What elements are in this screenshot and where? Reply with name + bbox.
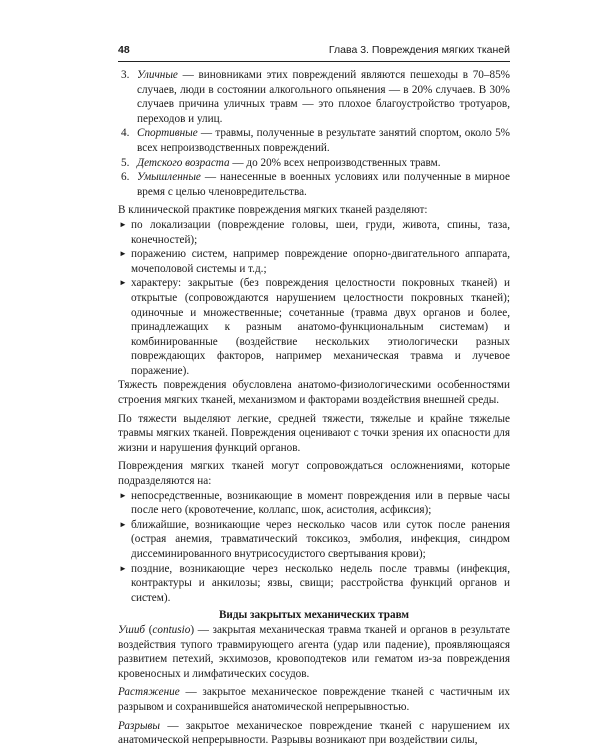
item-text: — травмы, полученные в результате занятий спортом, около 5% всех непроизводственных повреждений.: [137, 127, 510, 154]
bullet-icon: ►: [119, 490, 127, 500]
numbered-item: [118, 126, 510, 155]
bullet-item: [118, 276, 510, 378]
numbered-item: [118, 170, 510, 199]
definition-paragraph: [118, 685, 510, 714]
bullet-item: [118, 218, 510, 247]
paragraph-severity: Тяжесть повреждения обусловлена анатомо-физиологическими особенностями строения мягких тканей, механизмом и факторами воздействия внешней среды.: [118, 379, 510, 407]
definition-text: — закрытое механическое повреждение тканей с нарушением их анатомической непрерывности. Разрывы возникают при воздействии силы,: [118, 719, 510, 747]
definition-latin: contusio: [152, 623, 191, 636]
definition-term: Разрывы: [118, 719, 160, 732]
item-text: — нанесенные в военных условиях или полученные в мирное время с целью членовредительства.: [137, 171, 510, 198]
definition-text: — закрытое механическое повреждение тканей с частичным их разрывом и сохранившейся анатомической непрерывностью.: [118, 686, 510, 713]
definition-term: Ушиб: [118, 623, 146, 636]
item-number: 4.: [121, 127, 130, 140]
bullet-item: [118, 489, 510, 518]
item-text: — до 20% всех непроизводственных травм.: [229, 156, 441, 169]
bullet-text: ближайшие, возникающие через несколько часов или суток после ранения (острая анемия, травматический токсикоз, эмболия, инфекция, синдром диссеминированного внутрисосудистого свертывания крови);: [131, 518, 510, 560]
numbered-item: [118, 156, 510, 171]
bullet-icon: ►: [119, 249, 127, 259]
chapter-title: Глава 3. Повреждения мягких тканей: [328, 44, 510, 56]
bullet-item: [118, 562, 510, 606]
definition-paragraph: Ушиб (contusio) — закрытая механическая травма тканей и органов в результате воздействия тупого травмирующего агента (удар или падение), проявляющаяся развитием петехий, экхимозов, кровоподтеков или гематом из-за повреждения кровеносных и лимфатических сосудов.: [118, 623, 510, 680]
bullet-icon: ►: [119, 519, 127, 529]
item-number: 6.: [121, 171, 130, 184]
section-title: Виды закрытых механических травм: [218, 609, 410, 622]
bullet-item: [118, 518, 510, 562]
item-term: Уличные: [137, 69, 178, 81]
bullet-text: по локализации (повреждение головы, шеи, груди, живота, спины, таза, конечностей);: [131, 218, 510, 246]
definition-paragraph: [118, 719, 510, 748]
bullet-item: [118, 247, 510, 276]
bullet-icon: ►: [119, 278, 127, 288]
header-rule: [118, 61, 510, 62]
bullet-icon: ►: [119, 219, 127, 229]
bullet-text: поздние, возникающие через несколько недель после травмы (инфекция, контрактуры и анкилозы; язвы, свищи; расстройства функций органов и систем).: [131, 562, 510, 604]
bullet-text: непосредственные, возникающие в момент повреждения или в первые часы после него (кровотечение, коллапс, шок, асистолия, асфиксия);: [131, 489, 510, 517]
item-number: 3.: [121, 69, 130, 81]
bullet-text: поражению систем, например повреждение опорно-двигательного аппарата, мочеполовой системы и т.д.;: [131, 248, 510, 275]
complications-intro: Повреждения мягких тканей могут сопровождаться осложнениями, которые подразделяются на:: [118, 460, 510, 488]
page-body: [118, 68, 510, 748]
item-term: Умышленные: [137, 171, 201, 184]
bullet-icon: ►: [119, 563, 127, 573]
page-number: 48: [118, 44, 130, 56]
item-term: Спортивные: [137, 127, 198, 140]
bullet-text: характеру: закрытые (без повреждения целостности покровных тканей) и открытые (сопровождаются нарушением целостности покровных тканей); одиночные и множественные; сочетанные (травма двух органов и более, принадлежащих к разным анатомо-функциональным системам) и комбинированные (воздействие нескольких этиологически разных повреждающих факторов, например механическая травма и лучевое поражение).: [131, 277, 510, 377]
classification-intro: В клинической практике повреждения мягких тканей разделяют:: [118, 204, 428, 217]
item-text: — виновниками этих повреждений являются пешеходы в 70–85% случаев, люди в состоянии алкогольного опьянения — в 20% случаев. В 30% случаев причина уличных травм — это плохое благоустройство тротуаров, переходов и улиц.: [137, 69, 510, 125]
running-header: [118, 44, 510, 60]
paragraph-degrees: По тяжести выделяют легкие, средней тяжести, тяжелые и крайне тяжелые травмы мягких тканей. Повреждения оценивают с точки зрения их опасности для жизни и нарушения функций органов.: [118, 412, 510, 454]
definition-term: Растяжение: [118, 686, 180, 699]
numbered-item: [118, 68, 510, 126]
definition-text: — закрытая механическая травма тканей и органов в результате воздействия тупого травмирующего агента (удар или падение), проявляющаяся развитием петехий, экхимозов, кровоподтеков или гематом из-за повреждения кровеносных и лимфатических сосудов.: [118, 623, 510, 680]
item-term: Детского возраста: [137, 156, 230, 169]
item-number: 5.: [121, 156, 130, 169]
